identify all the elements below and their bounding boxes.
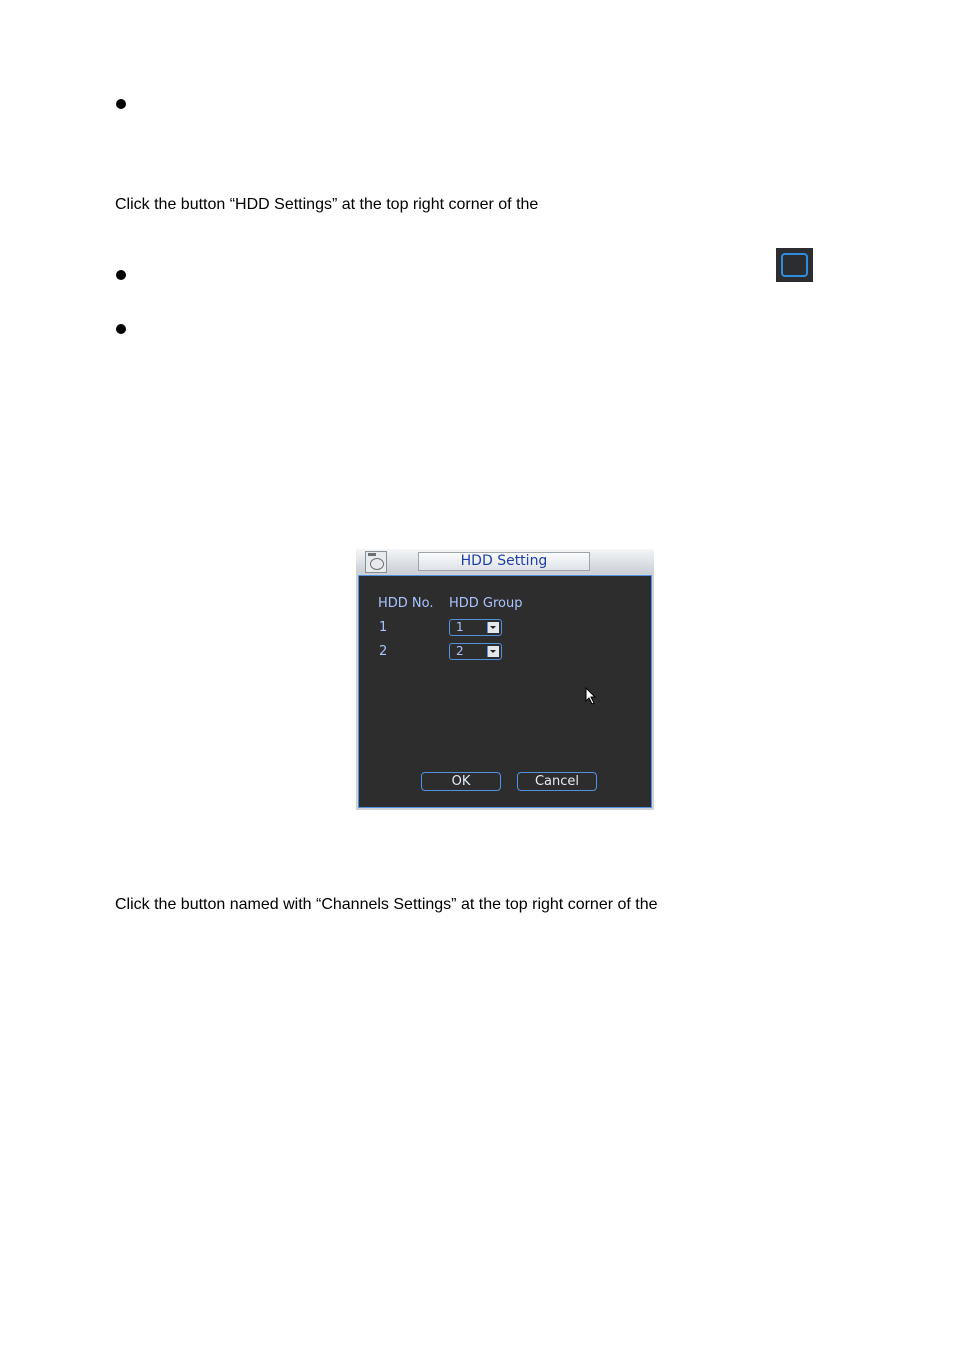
chevron-down-icon[interactable] [487,646,499,657]
bullet-1 [116,99,126,109]
bullet-2 [116,270,126,280]
hdd-no-2: 2 [379,644,388,659]
column-header-hdd-group: HDD Group [449,596,523,611]
dialog-titlebar [356,549,654,574]
bullet-3 [116,324,126,334]
hdd-icon [365,551,387,573]
mouse-pointer-icon [585,687,597,705]
hdd-setting-dialog [356,549,654,810]
chevron-down-icon[interactable] [487,622,499,633]
hdd-group-value-2: 2 [456,644,464,658]
column-header-hdd-no: HDD No. [378,596,434,611]
channels-settings-instruction: Click the button named with “Channels Settings” at the top right corner of the [115,896,658,913]
cancel-button[interactable]: Cancel [517,772,597,791]
hdd-group-select-1[interactable] [449,619,502,636]
hdd-group-value-1: 1 [456,620,464,634]
ok-button[interactable]: OK [421,772,501,791]
hdd-settings-instruction: Click the button “HDD Settings” at the top right corner of the [115,196,539,213]
hdd-group-select-2[interactable] [449,643,502,660]
dialog-panel [358,575,652,808]
hdd-no-1: 1 [379,620,388,635]
dialog-title: HDD Setting [418,552,590,571]
square-button-icon [776,248,813,282]
